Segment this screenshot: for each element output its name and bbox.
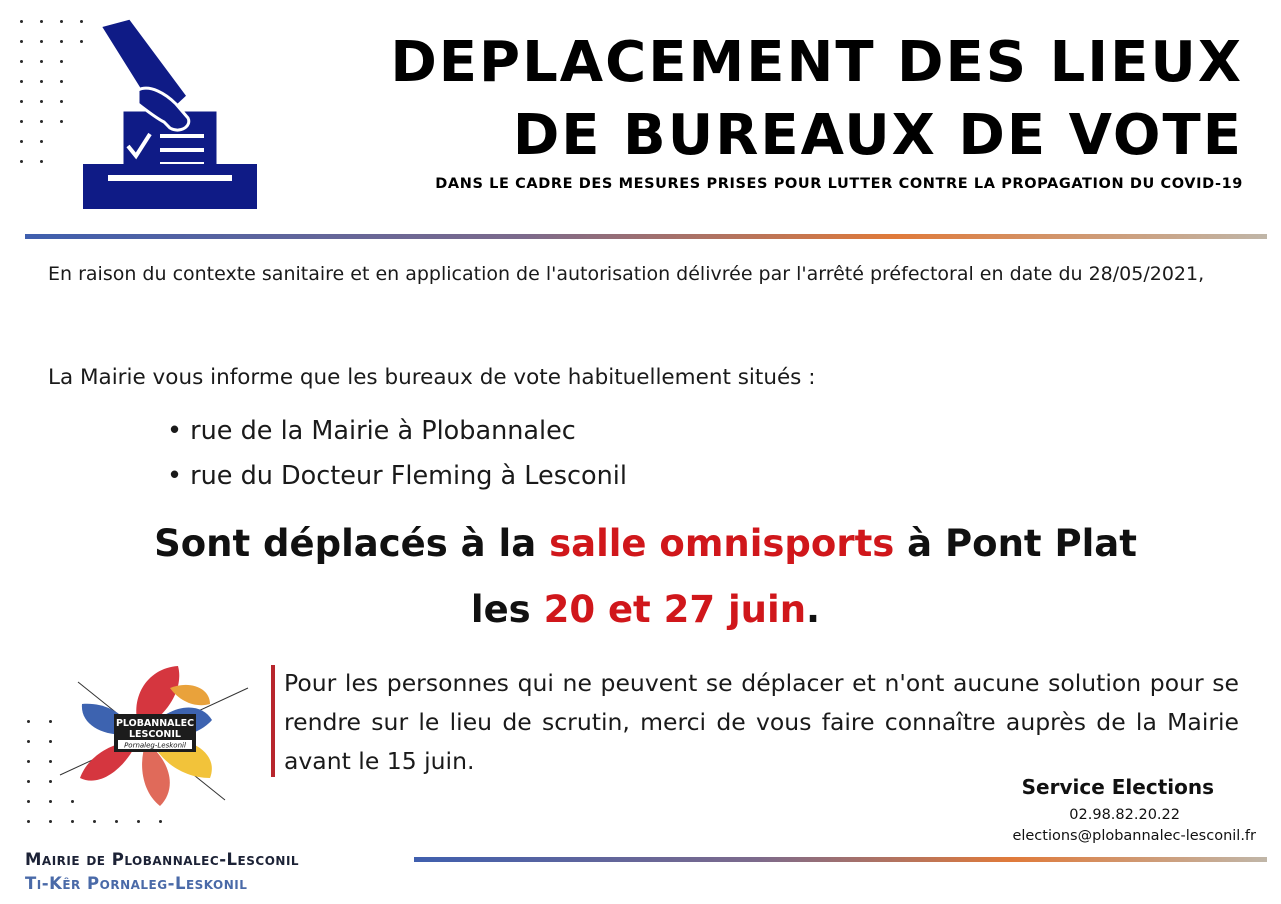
headline-text: Sont déplacés à la — [154, 522, 550, 565]
divider-top — [25, 234, 1267, 239]
note-paragraph: Pour les personnes qui ne peuvent se déplacer et n'ont aucune solution pour se rendre sur le lieu de scrutin, merci de vous faire connaître auprès de la Mairie avant le 15 juin. — [284, 669, 1239, 775]
headline-text: les — [470, 588, 544, 631]
page-title-line-2: DE BUREAUX DE VOTE — [512, 103, 1243, 168]
service-phone[interactable]: 02.98.82.20.22 — [1069, 807, 1180, 823]
logo-line-3: Pornaleg-Leskonil — [124, 741, 186, 750]
headline-venue: salle omnisports — [549, 522, 895, 565]
headline-text: à Pont Plat — [894, 522, 1137, 565]
intro-paragraph: En raison du contexte sanitaire et en application de l'autorisation délivrée par l'arrêté préfectoral en date du 28/05/2021, — [48, 263, 1205, 285]
location-item: • rue de la Mairie à Plobannalec — [167, 416, 576, 446]
municipality-logo — [50, 660, 255, 810]
page-title-line-1: DEPLACEMENT DES LIEUX — [390, 30, 1243, 95]
footer-mairie-name: Mairie de Plobannalec-Lesconil — [25, 850, 300, 869]
divider-bottom — [414, 857, 1267, 862]
logo-line-2: LESCONIL — [129, 729, 181, 740]
logo-line-1: PLOBANNALEC — [115, 718, 195, 729]
headline-line-1 — [0, 522, 1281, 565]
ballot-box-icon — [80, 18, 260, 213]
note-accent-bar — [271, 665, 275, 777]
service-email[interactable]: elections@plobannalec-lesconil.fr — [1012, 828, 1256, 844]
lead-paragraph: La Mairie vous informe que les bureaux de vote habituellement situés : — [48, 365, 816, 390]
footer-mairie-breton: Ti-Kêr Pornaleg-Leskonil — [25, 874, 248, 893]
location-item: • rue du Docteur Fleming à Lesconil — [167, 461, 627, 491]
headline-dates: 20 et 27 juin — [543, 588, 807, 631]
service-title: Service Elections — [1021, 775, 1214, 799]
subtitle: DANS LE CADRE DES MESURES PRISES POUR LUTTER CONTRE LA PROPAGATION DU COVID-19 — [435, 176, 1243, 192]
headline-line-2 — [0, 588, 1281, 631]
headline-text: . — [806, 588, 821, 631]
